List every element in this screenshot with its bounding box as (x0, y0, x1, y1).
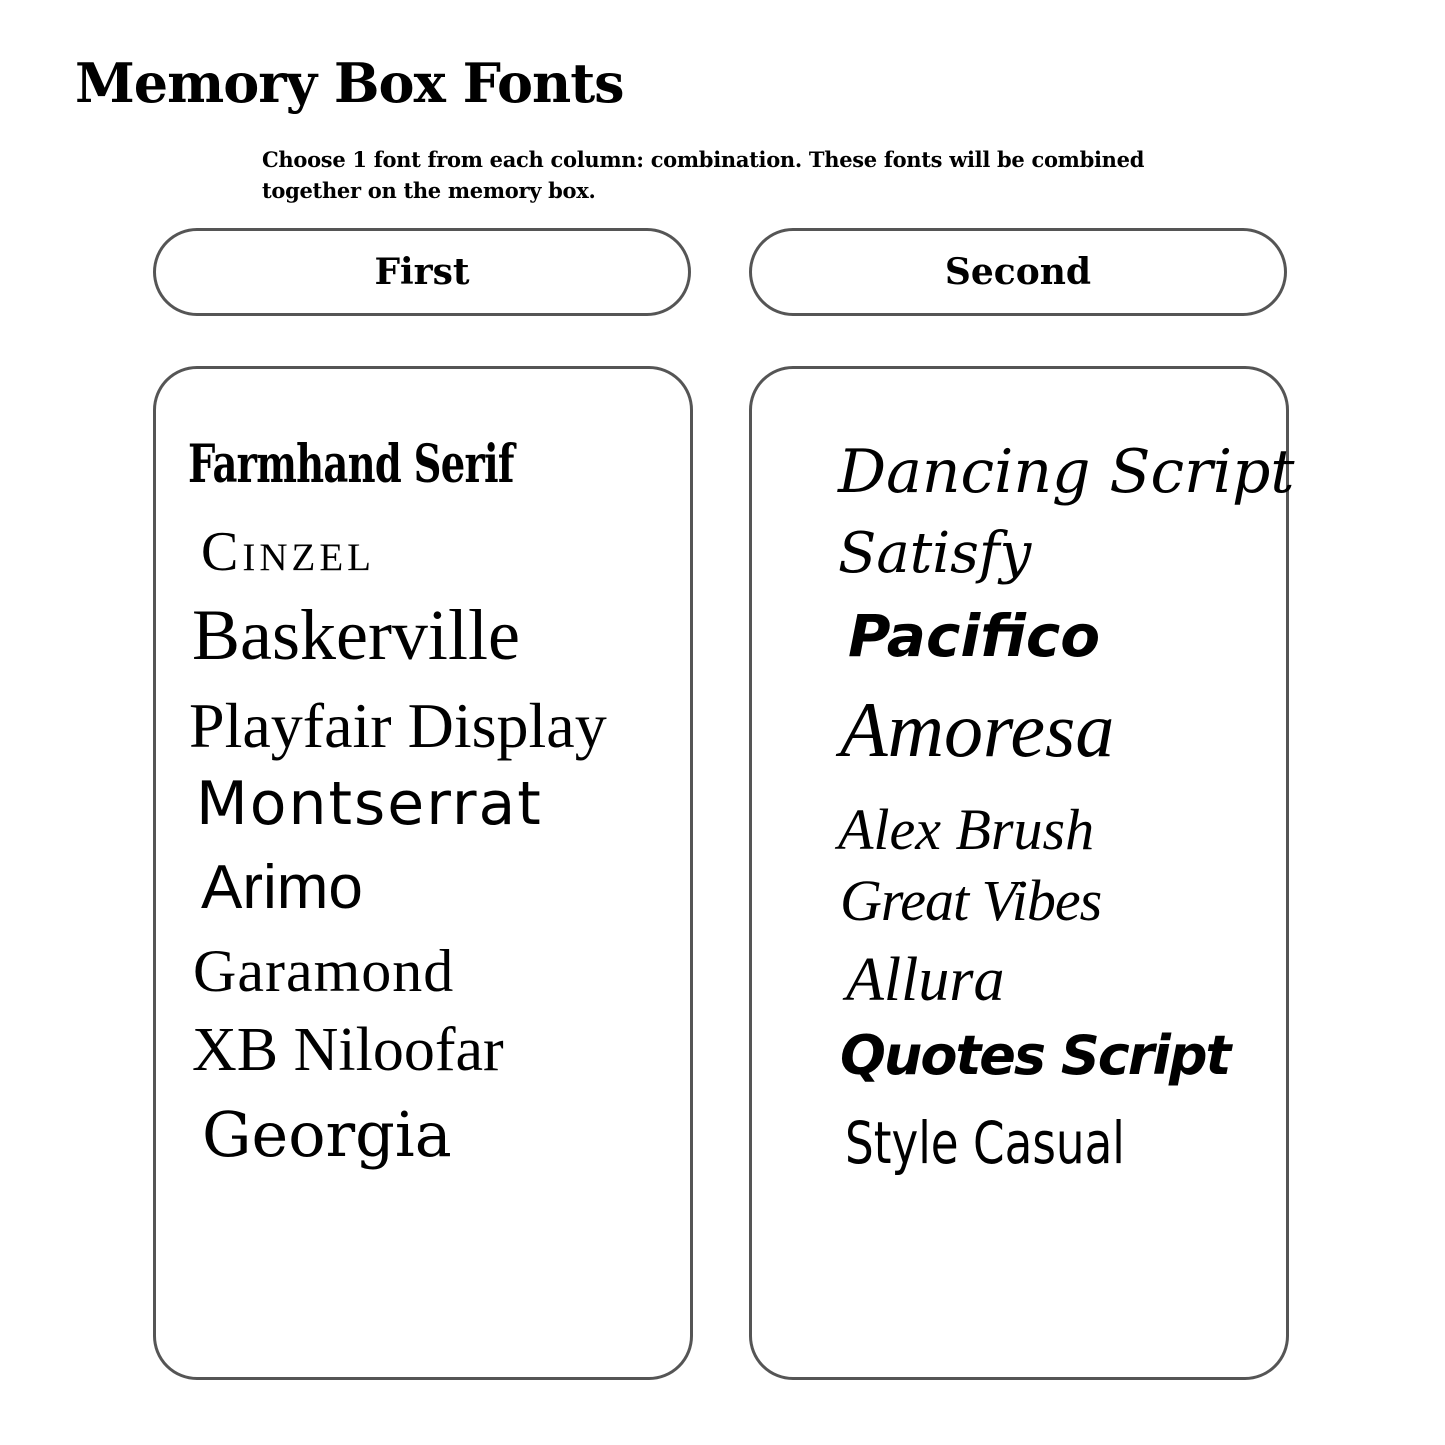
page-title: Memory Box Fonts (75, 51, 624, 115)
font-option-garamond[interactable]: Garamond (193, 938, 455, 1004)
font-option-alex-brush[interactable]: Alex Brush (838, 797, 1095, 862)
font-option-montserrat[interactable]: Montserrat (196, 769, 543, 839)
font-option-amoresa[interactable]: Amoresa (840, 686, 1115, 773)
font-option-dancing-script[interactable]: Dancing Script (838, 437, 1295, 507)
font-option-style-casual[interactable]: Style Casual (845, 1109, 1125, 1177)
font-option-cinzel[interactable]: Cinzel (201, 521, 375, 583)
column-header-first: First (153, 228, 691, 316)
font-column-second (749, 366, 1295, 1380)
font-option-quotes-script[interactable]: Quotes Script (840, 1024, 1230, 1087)
font-column-first (153, 366, 693, 1380)
font-list-second (752, 369, 1295, 1377)
font-option-allura[interactable]: Allura (846, 946, 1005, 1014)
font-list-first (156, 369, 690, 1377)
font-option-satisfy[interactable]: Satisfy (838, 521, 1032, 586)
font-option-georgia[interactable]: Georgia (202, 1098, 452, 1171)
font-option-xb-niloofar[interactable]: XB Niloofar (192, 1016, 504, 1084)
font-option-arimo[interactable]: Arimo (201, 853, 363, 922)
font-option-farmhand-serif[interactable]: Farmhand Serif (188, 434, 514, 495)
instructions-text: Choose 1 font from each column: combination. These fonts will be combined together on the memory box. (262, 147, 1145, 203)
font-option-playfair-display[interactable]: Playfair Display (189, 690, 607, 761)
column-header-second: Second (749, 228, 1287, 316)
font-option-baskerville[interactable]: Baskerville (192, 595, 520, 675)
font-option-great-vibes[interactable]: Great Vibes (840, 868, 1102, 933)
font-option-pacifico[interactable]: Pacifico (848, 602, 1101, 670)
